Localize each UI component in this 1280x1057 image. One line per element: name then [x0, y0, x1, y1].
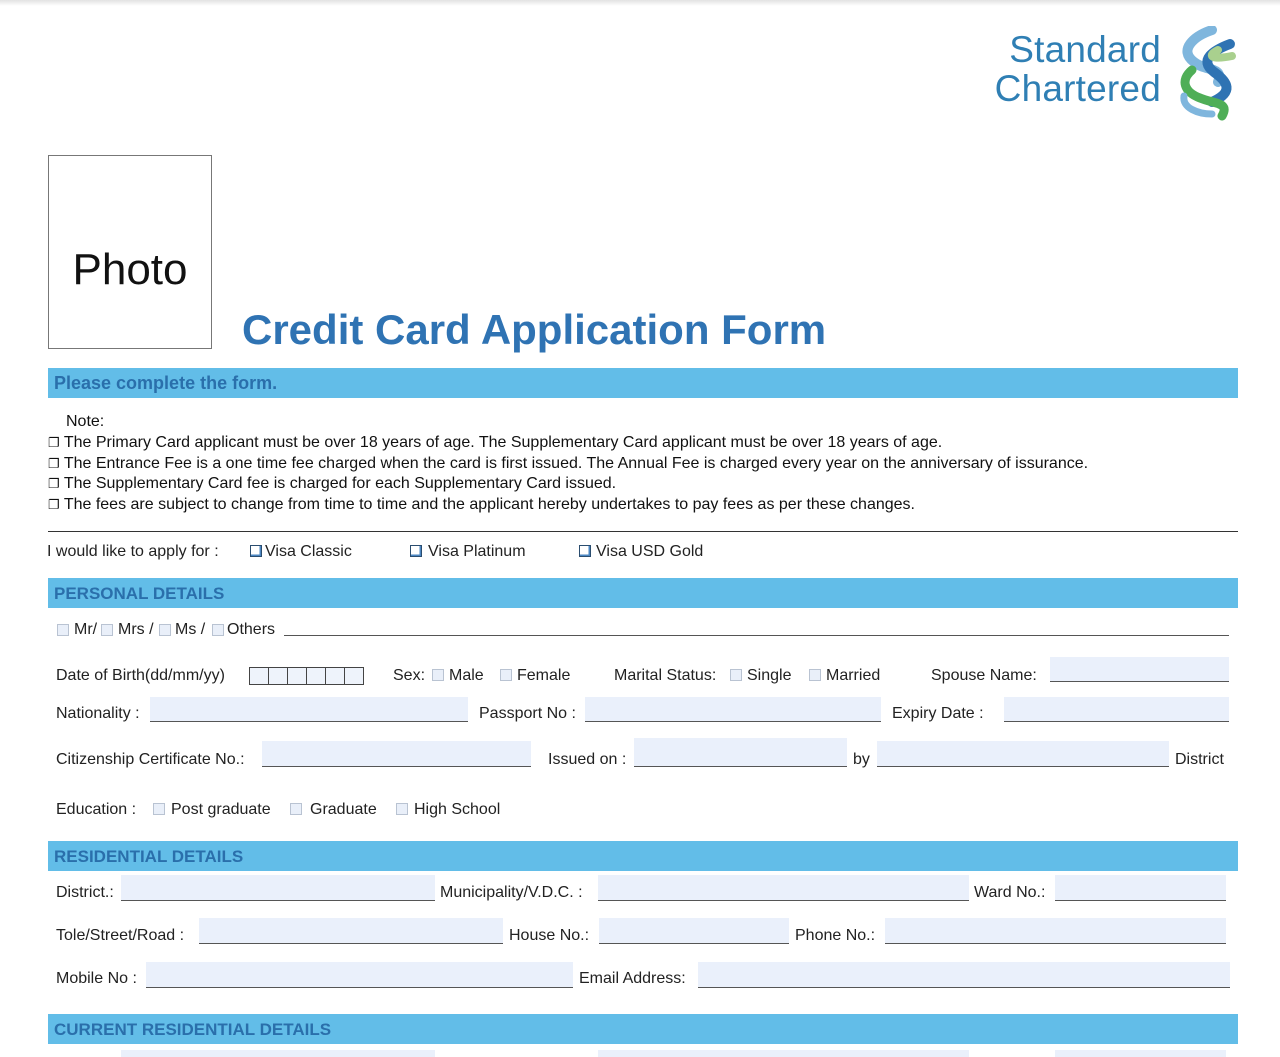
mobile-no-label: Mobile No : [56, 970, 137, 987]
bullet-square-icon: ❐ [48, 476, 60, 492]
top-shadow [0, 0, 1280, 6]
brand-line-1: Standard [1009, 29, 1161, 70]
expiry-date-label: Expiry Date : [892, 705, 984, 722]
nationality-label: Nationality : [56, 705, 140, 722]
post-graduate-label: Post graduate [171, 801, 271, 818]
apply-label: I would like to apply for : [47, 543, 219, 560]
mrs-label: Mrs / [118, 621, 154, 638]
note-item: ❐ The fees are subject to change from time to time and the applicant hereby undertakes to pay fees as per these changes. [48, 495, 915, 513]
marital-status-label: Marital Status: [614, 667, 717, 684]
district-label: District.: [56, 884, 114, 901]
high-school-checkbox[interactable] [396, 803, 408, 815]
nationality-field[interactable] [150, 697, 468, 722]
bullet-square-icon: ❐ [48, 435, 60, 450]
visa-usd-gold-checkbox[interactable] [579, 545, 591, 557]
citizenship-label: Citizenship Certificate No.: [56, 751, 245, 768]
bullet-square-icon: ❐ [48, 455, 60, 471]
district-suffix-label: District [1175, 751, 1224, 768]
dob-input[interactable] [249, 667, 364, 685]
high-school-label: High School [414, 801, 501, 818]
issued-by-district-field[interactable] [877, 741, 1169, 767]
note-item: ❐ The Primary Card applicant must be over 18 years of age. The Supplementary Card applicant must be over 18 years of age. [48, 434, 943, 451]
note-list [48, 433, 1088, 515]
married-label: Married [826, 667, 881, 684]
note-heading: Note: [66, 413, 105, 430]
note-item: ❐ The Entrance Fee is a one time fee charged when the card is first issued. The Annual Fee is charged every year on the anniversary of issurance. [48, 454, 1089, 472]
issued-by-label: by [853, 751, 870, 768]
brand-logo-icon [1172, 26, 1242, 122]
male-label: Male [449, 667, 484, 684]
male-checkbox[interactable] [432, 669, 444, 681]
section-divider [48, 531, 1238, 532]
passport-label: Passport No : [479, 705, 576, 722]
brand-line-2: Chartered [994, 68, 1161, 109]
visa-classic-checkbox[interactable] [250, 545, 262, 557]
ms-label: Ms / [175, 621, 206, 638]
education-label: Education : [56, 801, 137, 818]
passport-field[interactable] [585, 697, 881, 722]
visa-platinum-checkbox[interactable] [410, 545, 422, 557]
visa-usd-gold-label: Visa USD Gold [596, 543, 704, 560]
intro-band-label: Please complete the form. [54, 373, 278, 393]
visa-platinum-label: Visa Platinum [428, 543, 526, 560]
residential-details-heading: RESIDENTIAL DETAILS [54, 847, 244, 866]
photo-label: Photo [72, 245, 188, 294]
house-no-label: House No.: [509, 927, 590, 944]
mrs-checkbox[interactable] [101, 624, 113, 636]
bullet-square-icon: ❐ [48, 496, 60, 512]
personal-details-band [48, 578, 1238, 608]
mobile-no-field[interactable] [146, 962, 573, 988]
municipality-label: Municipality/V.D.C. : [440, 884, 583, 901]
current-district-field[interactable] [121, 1050, 435, 1057]
email-address-label: Email Address: [579, 970, 686, 987]
mr-label: Mr/ [74, 621, 98, 638]
house-no-field[interactable] [599, 918, 789, 944]
email-address-field[interactable] [698, 962, 1230, 988]
spouse-name-field[interactable] [1050, 657, 1229, 682]
personal-details-heading: PERSONAL DETAILS [54, 584, 225, 603]
current-residential-details-heading: CURRENT RESIDENTIAL DETAILS [54, 1020, 332, 1039]
full-name-field[interactable] [284, 635, 1229, 636]
female-label: Female [517, 667, 571, 684]
municipality-field[interactable] [598, 875, 969, 901]
mr-checkbox[interactable] [57, 624, 69, 636]
note-item: ❐ The Supplementary Card fee is charged for each Supplementary Card issued. [48, 475, 617, 493]
expiry-date-field[interactable] [1004, 697, 1229, 722]
tole-street-road-field[interactable] [199, 918, 503, 944]
phone-no-field[interactable] [885, 918, 1226, 944]
single-label: Single [747, 667, 792, 684]
issued-on-label: Issued on : [548, 751, 627, 768]
current-ward-no-field[interactable] [1055, 1050, 1226, 1057]
others-label: Others [227, 621, 276, 638]
post-graduate-checkbox[interactable] [153, 803, 165, 815]
sex-label: Sex: [393, 667, 426, 684]
ward-no-label: Ward No.: [974, 884, 1046, 901]
ward-no-field[interactable] [1055, 875, 1226, 901]
visa-classic-label: Visa Classic [265, 543, 352, 560]
tole-street-road-label: Tole/Street/Road : [56, 927, 185, 944]
citizenship-field[interactable] [262, 741, 531, 767]
dob-label: Date of Birth(dd/mm/yy) [56, 667, 225, 684]
current-residential-details-band [48, 1014, 1238, 1044]
female-checkbox[interactable] [500, 669, 512, 681]
graduate-label: Graduate [310, 801, 377, 818]
residential-details-band [48, 841, 1238, 871]
intro-band [48, 368, 1238, 398]
issued-on-field[interactable] [634, 738, 847, 767]
spouse-name-label: Spouse Name: [931, 667, 1037, 684]
form-title: Credit Card Application Form [242, 306, 827, 353]
graduate-checkbox[interactable] [290, 803, 302, 815]
brand-wordmark [995, 30, 1161, 108]
others-checkbox[interactable] [212, 624, 224, 636]
ms-checkbox[interactable] [159, 624, 171, 636]
photo-box[interactable] [48, 155, 212, 349]
single-checkbox[interactable] [730, 669, 742, 681]
married-checkbox[interactable] [809, 669, 821, 681]
phone-no-label: Phone No.: [795, 927, 876, 944]
district-field[interactable] [121, 875, 435, 901]
current-municipality-field[interactable] [598, 1050, 969, 1057]
